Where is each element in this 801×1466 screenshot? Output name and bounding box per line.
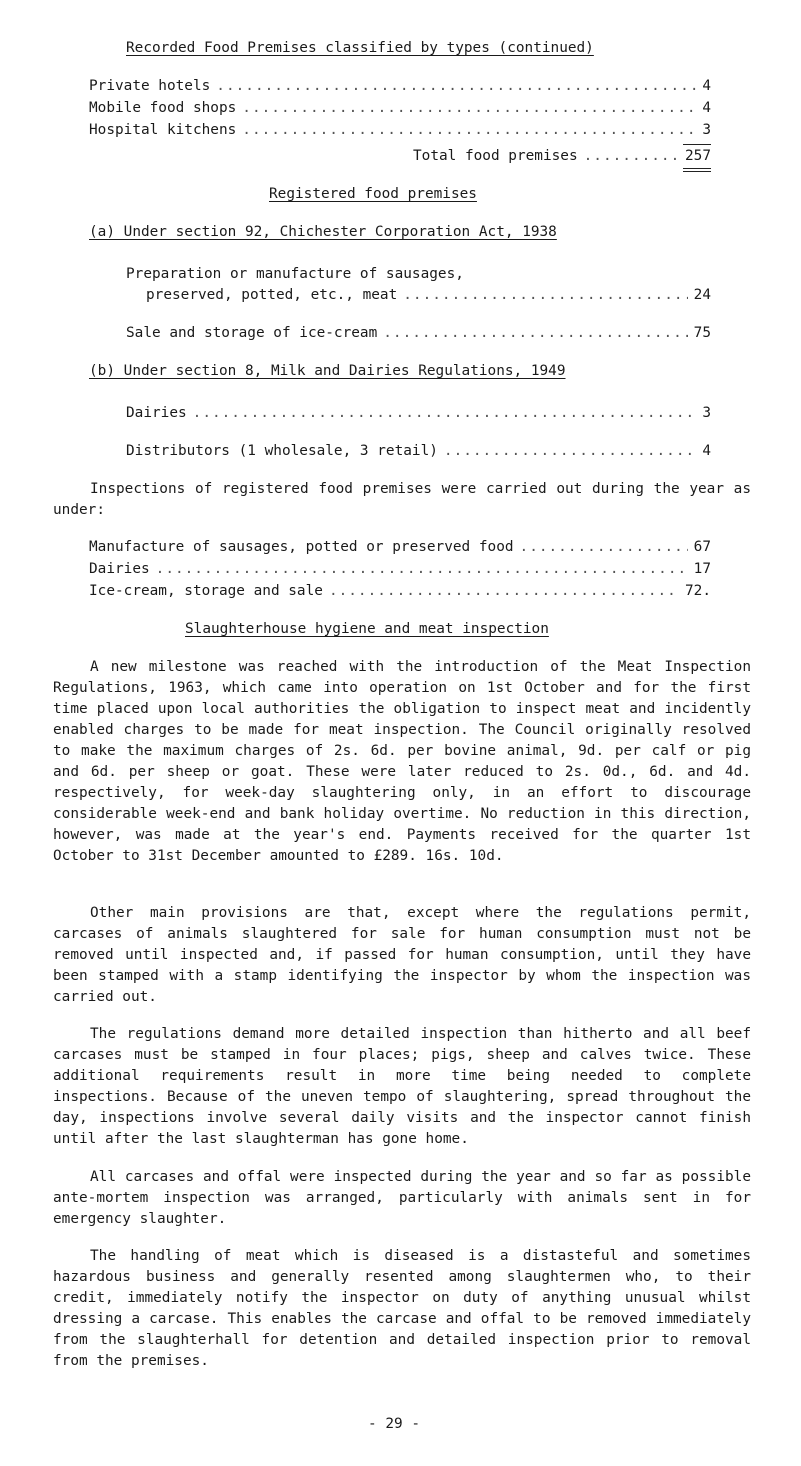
item-label: Distributors (1 wholesale, 3 retail)	[126, 443, 438, 459]
body-paragraph: The regulations demand more detailed inspection than hitherto and all beef carcases must be stamped in four places; pigs, sheep and calves twice. These additional requirements result in more time being needed to complete inspections. Because of the uneven tempo of slaughtering, spread throughout the day, inspections involve several daily visits and the inspector cannot finish until after the last slaughterman has gone home.	[53, 1026, 751, 1147]
list-item	[89, 537, 711, 558]
list-item	[89, 581, 711, 602]
item-value: 3	[702, 405, 711, 421]
item-value: 67	[693, 539, 711, 555]
list-item	[89, 98, 711, 119]
item-label: Mobile food shops	[89, 100, 237, 116]
total-row	[413, 146, 711, 167]
item-value: 24	[693, 287, 711, 303]
body-paragraph: A new milestone was reached with the introduction of the Meat Inspection Regulations, 1963, which came into operation on 1st October and for the first time placed upon local authorities the obligation to inspect meat and incidently enabled charges to be made for meat inspection. The Council originally resolved to make the maximum charges of 2s. 6d. per bovine animal, 9d. per calf or pig and 6d. per sheep or goat. These were later reduced to 2s. 0d., 6d. and 4d. respectively, for week-day slaughtering only, in an effort to discourage considerable week-end and bank holiday overtime. No reduction in this direction, however, was made at the year's end. Payments received for the quarter 1st October to 31st December amounted to £289. 16s. 10d.	[53, 659, 751, 864]
item-label: Manufacture of sausages, potted or preserved food	[89, 539, 514, 555]
list-item	[89, 76, 711, 97]
total-value: 257	[685, 148, 711, 164]
item-value: 4	[702, 100, 711, 116]
item-label: Dairies	[89, 561, 150, 577]
page-number: - 29 -	[368, 1416, 420, 1432]
item-label: Private hotels	[89, 78, 211, 94]
item-value: 4	[702, 443, 711, 459]
item-value: 75	[693, 325, 711, 341]
item-label: Ice-cream, storage and sale	[89, 583, 323, 599]
item-label: Dairies	[126, 405, 187, 421]
section-heading: Slaughterhouse hygiene and meat inspection	[185, 621, 549, 637]
body-paragraph: The handling of meat which is diseased is a distasteful and sometimes hazardous business and generally resented among slaughtermen who, to their credit, immediately notify the inspector on duty of anything unusual whilst dressing a carcase. This enables the carcase and offal to be removed immediately from the slaughterhall for detention and detailed inspection prior to removal from the premises.	[53, 1248, 751, 1369]
body-paragraph: Other main provisions are that, except where the regulations permit, carcases of animals slaughtered for sale for human consumption must not be removed until inspected and, if passed for human consumption, until they have been stamped with a stamp identifying the inspector by whom the inspection was carried out.	[53, 905, 751, 1005]
item-label: Preparation or manufacture of sausages,	[126, 266, 464, 282]
item-value: 4	[702, 78, 711, 94]
list-item	[89, 559, 711, 580]
page-title: Recorded Food Premises classified by types (continued)	[126, 40, 594, 56]
inspections-intro: Inspections of registered food premises were carried out during the year as under:	[53, 481, 751, 518]
total-rule-top	[683, 144, 711, 145]
item-label: preserved, potted, etc., meat	[146, 287, 398, 303]
total-rule-bottom-1	[683, 168, 711, 169]
subsection-heading-a: (a) Under section 92, Chichester Corporation Act, 1938	[89, 224, 557, 240]
item-value: 3	[702, 122, 711, 138]
list-item	[126, 441, 711, 462]
subsection-heading-b: (b) Under section 8, Milk and Dairies Regulations, 1949	[89, 363, 566, 379]
item-label: Hospital kitchens	[89, 122, 237, 138]
total-rule-bottom-2	[683, 171, 711, 172]
item-value: 72.	[685, 583, 711, 599]
list-item	[146, 285, 711, 306]
item-value: 17	[693, 561, 711, 577]
item-label: Sale and storage of ice-cream	[126, 325, 378, 341]
total-label: Total food premises	[413, 148, 578, 164]
list-item	[126, 323, 711, 344]
body-paragraph: All carcases and offal were inspected during the year and so far as possible ante-mortem inspection was arranged, particularly with animals sent in for emergency slaughter.	[53, 1169, 751, 1227]
list-item	[89, 120, 711, 141]
list-item	[126, 403, 711, 424]
section-heading: Registered food premises	[269, 186, 477, 202]
